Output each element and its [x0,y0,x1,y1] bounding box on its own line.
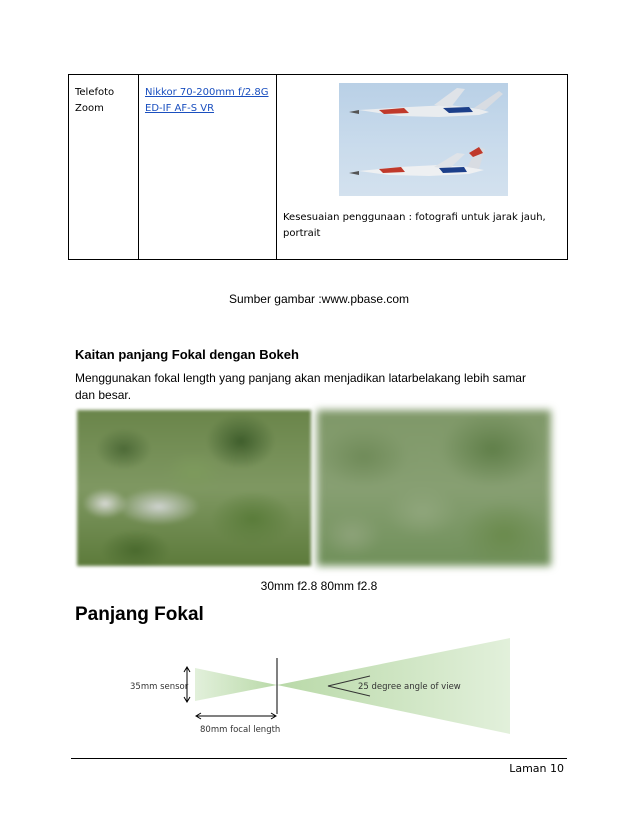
lens-photo-cell [277,75,568,260]
angle-label: 25 degree angle of view [358,682,461,692]
jet-upright [349,147,485,176]
lens-name-link[interactable]: Nikkor 70-200mm f/2.8G ED-IF AF-S VR [145,87,269,114]
jets-photo [339,83,508,196]
usage-text: Kesesuaian penggunaan : fotografi untuk jarak jauh, portrait [283,212,546,239]
lens-type-cell [69,75,139,260]
bokeh-photo-caption: 30mm f2.8 80mm f2.8 [260,579,378,593]
bokeh-photo-30mm [77,410,311,566]
focal-length-diagram [100,634,520,744]
focal-heading: Panjang Fokal [75,604,204,625]
lens-type-label: Telefoto Zoom [75,87,115,114]
jet-inverted [349,88,503,117]
focal-label: 80mm focal length [200,725,281,735]
sensor-cone [195,668,277,701]
table-row [69,75,568,260]
lens-table [68,74,568,260]
lens-name-cell [139,75,277,260]
bokeh-paragraph: Menggunakan fokal length yang panjang akan menjadikan latarbelakang lebih samar dan besar. [75,371,526,402]
footer-divider [71,758,567,759]
sensor-label: 35mm sensor [130,682,189,692]
bokeh-heading: Kaitan panjang Fokal dengan Bokeh [75,347,299,362]
bokeh-photo-80mm [317,410,551,566]
page-number: Laman 10 [509,762,564,775]
source-caption: Sumber gambar :www.pbase.com [228,292,410,306]
